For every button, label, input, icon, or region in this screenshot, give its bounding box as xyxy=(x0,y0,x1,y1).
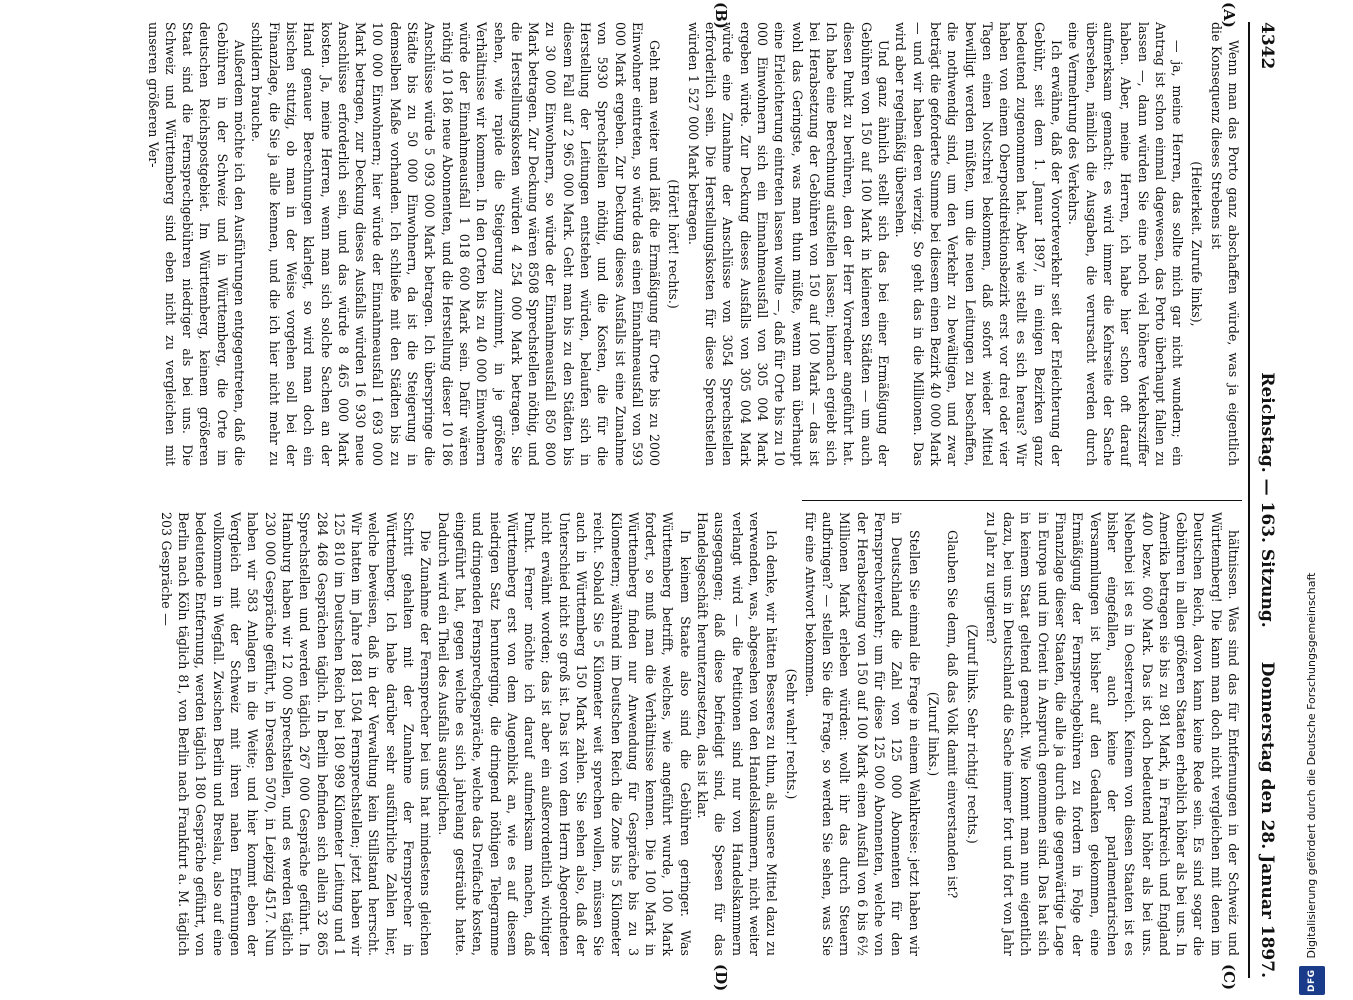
paragraph: Außerdem möchte ich den Ausführungen entgegentreten, daß die Gebühren in der Schweiz und in Württemberg, die Orte im deutschen Reichspostgebiet. Im Württemberg, keinem größeren Staat sind die Fernsprechgebühren niedriger als bei uns. Die Schweiz und Württemberg sind eben nicht zu vergleichen mit unseren größeren Ver- xyxy=(145,22,248,466)
paragraph: Ich denke, wir hätten Besseres zu thun, als unsere Mittel dazu zu verwenden, was, abgesehen von den Handelskammern, nicht weiter verlangt wird — die Petitionen sind nur von Handelskammern ausgegangen; daß diese befriedigt sind, die Spesen für das Handelsgeschäft herunterzusetzen, das ist klar. xyxy=(695,512,780,956)
right-column xyxy=(158,512,1242,956)
paragraph: Glauben Sie denn, daß das Volk damit einverstanden ist? xyxy=(945,530,961,899)
column-divider xyxy=(802,500,1242,501)
digitization-credit: Digitalisierung gefördert durch die Deutsche Forschungsgemeinschaft xyxy=(1305,572,1318,959)
paragraph: Und ganz ähnlich stellt sich das bei einer Ermäßigung der Gebühren von 150 auf 100 Mark in kleineren Städten — um auch diesen Punkt zu berühren, den der Herr Vorredner angeführt hat. Ich habe eine Berechnung aufstellen lassen; hiernach ergiebt sich bei Herabsetzung der Gebühren von 150 auf 100 Mark — das ist wohl das Geringste, was man thun müßte, wenn man überhaupt eine Erleichterung eintreten lassen wollte —, daß für Orte bis zu 10 000 Einwohnern sich ein Einnahmeausfall von 305 004 Mark ergeben würde. Zur Deckung dieses Ausfalls von 305 004 Mark würde eine Zunahme der Anschlüsse von 3054 Sprechstellen erforderlich sein. Die Herstellungskosten für diese Sprechstellen würden 1 527 000 Mark betragen. xyxy=(685,22,892,466)
page-header xyxy=(1254,22,1280,978)
paragraph: (Heiterkeit. Zurufe links), xyxy=(1189,161,1205,327)
paragraph: In keinem Staate also sind die Gebühren geringer. Was Württemberg betrifft, welches, wie angeführt wurde, 100 Mark fordert, so muß man die Verhältnisse kennen. Die 100 Mark in Württemberg finden nur Anwendung für Gespräche bis zu 3 Kilometern; während im Deutschen Reich die Zone bis 5 Kilometer reicht. Sobald Sie 5 Kilometer weit sprechen wollen, müssen Sie auch in Württemberg 150 Mark zahlen. Sie sehen also, daß der Unterschied nicht so groß ist. Das ist von dem Herrn Abgeordneten nicht erwähnt worden; das ist aber ein außerordentlich wichtiger Punkt. Ferner möchte ich darauf aufmerksam machen, daß Württemberg erst von dem Augenblick an, wie es auf diesem niedrigen Satz herunterging, die dringend nöthigen Telegramme und dringenden Fernsprechgespräche, welche das Dreifache kosten, eingeführt hat, gegen welche es sich jahrelang gesträubt hatte. Dadurch wird ein Theil des Ausfalls ausgeglichen. xyxy=(435,512,693,956)
paragraph: — ja, meine Herren, das sollte mich gar nicht wundern; ein Antrag ist schon einmal dagewesen, das Porto überhaupt fallen zu lassen —, dann würden Sie eine noch viel höhere Verkehrsziffer haben. Aber, meine Herren, ich habe hier schon oft darauf aufmerksam gemacht: es wird immer die Kehrseite der Sache übersehen, nämlich die Ausgaben, die verursacht werden durch eine Vermehrung des Verkehrs. xyxy=(1066,22,1186,466)
paragraph: Stellen Sie einmal die Frage in einem Wahlkreise: jetzt haben wir in Deutschland die Zahl von 125 000 Abonnenten für den Fernsprechverkehr; um für diese 125 000 Abonnenten, welche von der Herabsetzung von 150 auf 100 Mark einen Ausfall von 6 bis 6½ Millionen Mark erleben würden: wollt ihr das durch Steuern aufbringen? — stellen Sie die Frage, so werden Sie sehen, was Sie für eine Antwort bekommen. xyxy=(802,512,922,956)
running-title: Reichstag. — 163. Sitzung. xyxy=(1257,372,1277,628)
rotated-page xyxy=(30,0,1290,1000)
paragraph: Geht man weiter und läßt die Ermäßigung für Orte bis zu 2000 Einwohner eintreten, so würde das einen Einnahmeausfall von 593 000 Mark ergeben. Zur Deckung dieses Ausfalls ist eine Zunahme von 5930 Sprechstellen nöthig, und die Kosten, die für die Herstellung der Leitungen entstehen würden, belaufen sich in diesem Fall auf 2 965 000 Mark. Geht man bis zu den Städten bis zu 30 000 Einwohnern, so würde der Einnahmeausfall 850 800 Mark betragen. Zur Deckung wären 8508 Sprechstellen nöthig, und die Herstellungskosten würden 4 254 000 Mark betragen. Sie sehen, wie rapide die Steigerung zunimmt, in je größere Verhältnisse wir kommen. In den Orten bis zu 40 000 Einwohnern würde der Einnahmeausfall 1 018 600 Mark sein. Dafür wären nöthig 10 186 neue Abonnenten, und die Herstellung dieser 10 186 Anschlüsse würde 5 093 000 Mark betragen. Ich überspringe die Städte bis zu 50 000 Einwohnern, da ist die Steigerung in demselben Maße vorhanden. Ich schließe mit den Städten bis zu 100 000 Einwohnern; hier würde der Einnahmeausfall 1 693 000 Mark betragen, zur Deckung dieses Ausfalls würden 16 930 neue Anschlüsse erforderlich sein, und das würde 8 465 000 Mark kosten. Ja, meine Herren, wenn man sich solche Sachen an der Hand genauer Berechnungen klarlegt, so wird man doch ein bischen stutzig, ob man in der Weise vorgehen soll bei der Finanzlage, die Sie ja alle kennen, und die ich hier nicht mehr zu schildern brauche. xyxy=(249,22,663,466)
paragraph: hältnissen. Was sind das für Entfernungen in der Schweiz und Württemberg! Die kann man doch nicht vergleichen mit denen im Deutschen Reich, davon kann keine Rede sein. Es sind sogar die Gebühren in allen größeren Staaten erheblich höher als bei uns. In Amerika betragen sie bis zu 981 Mark, in Frankreich und England 400 bezw. 600 Mark. Das ist doch bedeutend höher als bei uns. Nebenbei ist es in Oesterreich. Keinem von diesen Staaten ist es bisher eingefallen, auch keine der parlamentarischen Versammlungen ist bisher auf den Gedanken gekommen, eine Ermäßigung der Fernsprechgebühren zu fordern in Folge der Finanzlage dieser Staaten, die alle ja durch die gegenwärtige Lage in Europa und im Orient in Anspruch genommen sind. Das hat sich in keinem Staat geltend gemacht. Wie kommt man nun eigentlich dazu, bei uns in Deutschland die Sache immer fort und fort von Jahr zu Jahr zu urgieren? xyxy=(983,512,1241,956)
paragraph: (Hört! hört! rechts.) xyxy=(666,179,682,309)
header-rule xyxy=(1248,22,1250,978)
marker-a: (A) xyxy=(1220,2,1238,28)
dfg-logo: DFG xyxy=(1299,966,1325,995)
paragraph: Ich erwähne, daß der Vororteverkehr seit der Erleichterung der Gebühr, seit dem 1. Januar 1897, in einigen Bezirken ganz bedeutend zugenommen hat. Aber wie stellt es sich heraus? Wir haben von einem Oberpostdirektionsbezirk erst vor drei oder vier Tagen einen Notschrei bekommen, daß sofort wieder Mittel bewilligt werden müßten, um die neuen Leitungen zu beschaffen, die nothwendig sind, um den Verkehr zu bewältigen, und zwar beträgt die geforderte Summe bei diesem einen Bezirk 40 000 Mark — und wir haben deren vierzig. So geht das in die Millionen. Das wird aber regelmäßig übersehen. xyxy=(893,22,1065,466)
paragraph: Die Zunahme der Fernsprecher bei uns hat mindestens gleichen Schritt gehalten mit der Zunahme der Fernsprecher in Württemberg. Ich habe darüber sehr ausführliche Zahlen hier, welche beweisen, daß in der Verwaltung kein Stillstand herrscht. Wir hatten im Jahre 1881 1504 Fernsprechstellen; jetzt haben wir 125 810 im Deutschen Reich bei 180 989 Kilometer Leitung und 1 284 468 Gesprächen täglich. In Berlin befinden sich allein 32 865 Sprechstellen und werden täglich 267 000 Gespräche geführt. In Hamburg haben wir 12 000 Sprechstellen, und es werden täglich 230 000 Gespräche geführt, in Dresden 5070, in Leipzig 4517. Nun haben wir 583 Anlagen in die Weite; und hier kommt eben der Vergleich mit der Schweiz mit ihren nahen Entfernungen vollkommen in Wegfall. Zwischen Berlin und Breslau, also auf eine bedeutende Entfernung, werden täglich 180 Gespräche geführt, von Berlin nach Köln täglich 81, von Berlin nach Frankfurt a. M. täglich 203 Gespräche — xyxy=(158,512,434,956)
paragraph: Wenn man das Porto ganz abschaffen würde, was ja eigentlich die Konsequenz dieses Strebens ist xyxy=(1208,22,1241,466)
marker-c: (C) xyxy=(1220,964,1238,991)
left-column xyxy=(144,22,1242,466)
marker-d: (D) xyxy=(712,964,730,992)
page-number: 4342 xyxy=(1257,22,1277,70)
paragraph: (Sehr wahr! rechts.) xyxy=(783,668,799,800)
paragraph: (Zuruf links.) xyxy=(925,691,941,777)
session-date: Donnerstag den 28. Januar 1897. xyxy=(1257,661,1277,978)
footer xyxy=(1300,10,1324,995)
paragraph: (Zuruf links. Sehr richtig! rechts.) xyxy=(964,624,980,844)
marker-b: (B) xyxy=(712,2,730,29)
